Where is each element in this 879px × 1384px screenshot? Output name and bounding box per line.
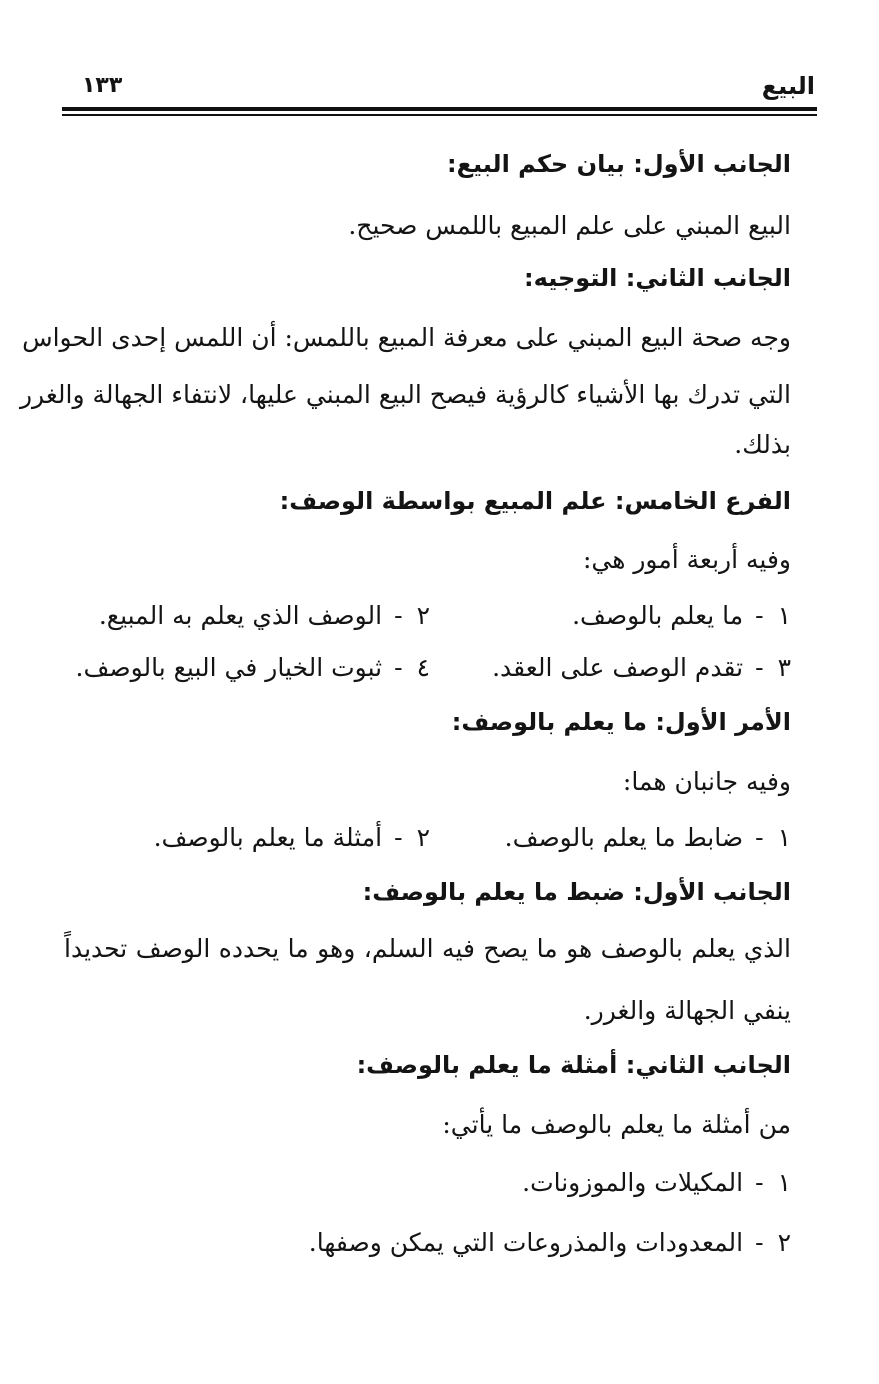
list-number: ٢ (777, 1228, 791, 1257)
paragraph: من أمثلة ما يعلم بالوصف ما يأتي: (442, 1110, 791, 1139)
list-item: ١-ضابط ما يعلم بالوصف. (505, 818, 791, 858)
section-heading: الجانب الثاني: التوجيه: (524, 264, 791, 292)
list-text: تقدم الوصف على العقد. (492, 653, 744, 682)
list-number: ٣ (777, 653, 791, 682)
list-text: ما يعلم بالوصف. (572, 601, 744, 630)
list-item: ٣-تقدم الوصف على العقد. (492, 648, 791, 688)
header-rule-thick (62, 107, 817, 111)
paragraph-line: ينفي الجهالة والغرر. (583, 996, 791, 1025)
paragraph-line: وجه صحة البيع المبني على معرفة المبيع باللمس: أن اللمس إحدى الحواس (22, 323, 791, 352)
running-header (62, 70, 815, 102)
chapter-title: البيع (761, 72, 815, 100)
paragraph: البيع المبني على علم المبيع باللمس صحيح. (348, 211, 791, 240)
list-item: ٢-الوصف الذي يعلم به المبيع. (99, 596, 430, 636)
list-number: ٢ (416, 601, 430, 630)
list-text: ضابط ما يعلم بالوصف. (504, 823, 744, 852)
branch-heading: الفرع الخامس: علم المبيع بواسطة الوصف: (279, 487, 791, 515)
section-heading: الجانب الأول: بيان حكم البيع: (446, 150, 791, 178)
list-number: ٤ (416, 653, 430, 682)
paragraph-line: الذي يعلم بالوصف هو ما يصح فيه السلم، وهو ما يحدده الوصف تحديداً (64, 934, 791, 963)
paragraph: وفيه جانبان هما: (622, 767, 791, 796)
list-text: المكيلات والموزونات. (522, 1168, 744, 1197)
section-heading: الجانب الثاني: أمثلة ما يعلم بالوصف: (356, 1051, 791, 1079)
paragraph-line: التي تدرك بها الأشياء كالرؤية فيصح البيع المبني عليها، لانتفاء الجهالة والغرر (19, 380, 791, 409)
list-text: ثبوت الخيار في البيع بالوصف. (75, 653, 383, 682)
list-item: ٢-أمثلة ما يعلم بالوصف. (154, 818, 430, 858)
list-number: ١ (777, 601, 791, 630)
list-number: ٢ (416, 823, 430, 852)
list-text: الوصف الذي يعلم به المبيع. (98, 601, 383, 630)
list-item: ٤-ثبوت الخيار في البيع بالوصف. (76, 648, 430, 688)
matter-heading: الأمر الأول: ما يعلم بالوصف: (451, 708, 791, 736)
section-heading: الجانب الأول: ضبط ما يعلم بالوصف: (362, 878, 791, 906)
paragraph-line: بذلك. (734, 430, 791, 459)
list-item: ٢-المعدودات والمذروعات التي يمكن وصفها. (309, 1223, 791, 1263)
list-number: ١ (777, 823, 791, 852)
paragraph: وفيه أربعة أمور هي: (582, 545, 791, 574)
list-text: المعدودات والمذروعات التي يمكن وصفها. (308, 1228, 744, 1257)
list-item: ١-المكيلات والموزونات. (522, 1163, 791, 1203)
page-number: ١٣٣ (82, 73, 123, 98)
list-text: أمثلة ما يعلم بالوصف. (153, 823, 383, 852)
list-number: ١ (777, 1168, 791, 1197)
list-item: ١-ما يعلم بالوصف. (572, 596, 791, 636)
header-rule-thin (62, 114, 817, 116)
